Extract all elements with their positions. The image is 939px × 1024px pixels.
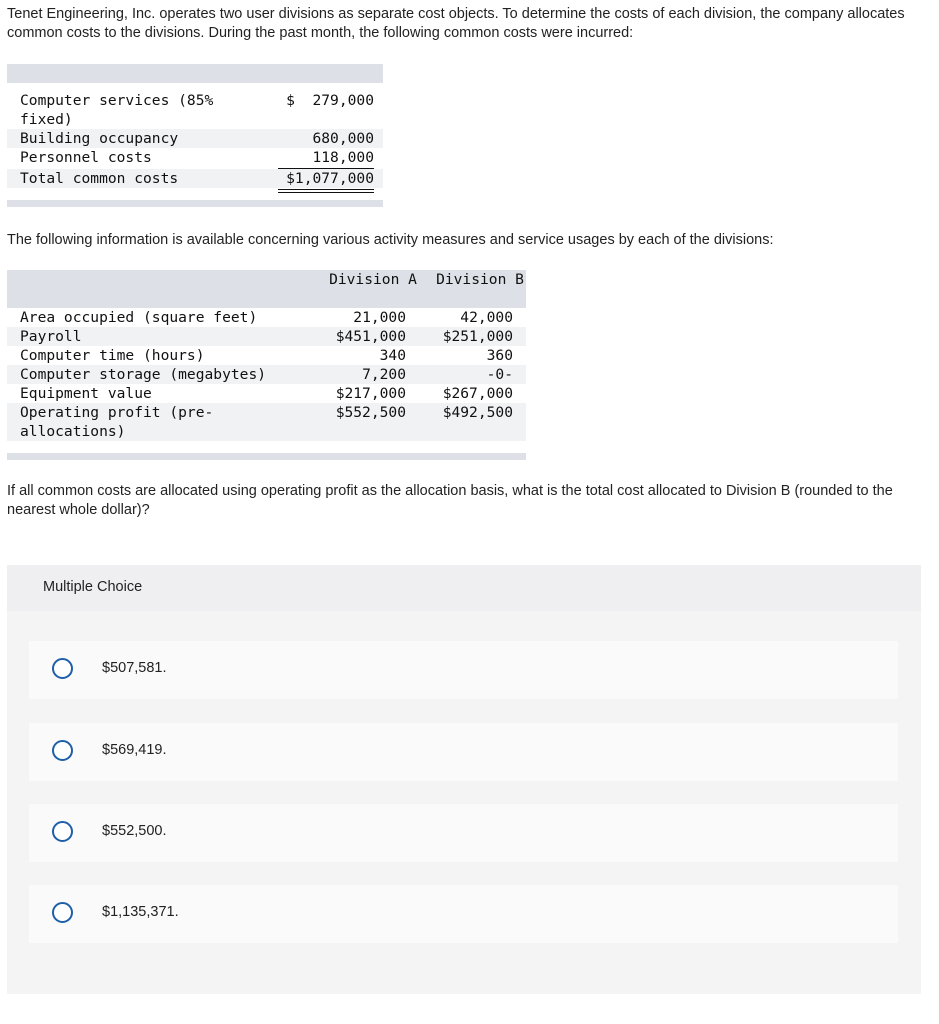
- cell-division-a: 21,000: [353, 309, 406, 326]
- choice-option-4[interactable]: [29, 885, 898, 943]
- choice-label: $569,419.: [102, 742, 167, 758]
- cell-division-a: 7,200: [362, 366, 406, 383]
- cell-division-b: -0-: [486, 366, 513, 383]
- multiple-choice-title: Multiple Choice: [43, 579, 143, 595]
- radio-button[interactable]: [52, 658, 73, 679]
- table-row: [7, 327, 526, 346]
- cell-division-b: $251,000: [442, 328, 513, 345]
- row-amount: $1,077,000: [286, 170, 374, 187]
- radio-button[interactable]: [52, 902, 73, 923]
- row-label: Area occupied (square feet): [20, 309, 258, 326]
- row-label: Payroll: [20, 328, 82, 345]
- multiple-choice-header: [7, 565, 921, 611]
- row-label: Computer storage (megabytes): [20, 366, 267, 383]
- multiple-choice-panel: [7, 565, 921, 994]
- table-row: [7, 308, 526, 327]
- table-row: [7, 129, 383, 148]
- cell-division-b: 42,000: [460, 309, 513, 326]
- total-double-underline-2: [278, 192, 374, 193]
- table-footer-bar: [7, 453, 526, 460]
- cell-division-a: 340: [379, 347, 406, 364]
- choice-option-2[interactable]: [29, 723, 898, 781]
- choice-label: $552,500.: [102, 823, 167, 839]
- table-row: [7, 91, 383, 129]
- table-footer-bar: [7, 200, 383, 207]
- table-row: [7, 346, 526, 365]
- table-header-bar: [7, 64, 383, 83]
- row-label: Personnel costs: [20, 149, 152, 166]
- header-division-a: Division A: [329, 271, 417, 288]
- intro-paragraph: Tenet Engineering, Inc. operates two user divisions as separate cost objects. To determine the costs of each division, the company allocates common costs to the divisions. During the past month, the following common costs were incurred:: [7, 6, 905, 41]
- row-amount: $ 279,000: [286, 92, 374, 109]
- question-paragraph: If all common costs are allocated using operating profit as the allocation basis, what is the total cost allocated to Division B (rounded to the nearest whole dollar)?: [7, 483, 893, 518]
- choice-label: $1,135,371.: [102, 904, 179, 920]
- header-division-b: Division B: [436, 271, 524, 288]
- radio-button[interactable]: [52, 740, 73, 761]
- table-row: [7, 365, 526, 384]
- cell-division-a: $451,000: [335, 328, 406, 345]
- choice-label: $507,581.: [102, 660, 167, 676]
- row-label: Equipment value: [20, 385, 152, 402]
- choice-option-3[interactable]: [29, 804, 898, 862]
- row-label: Computer time (hours): [20, 347, 205, 364]
- cell-division-b: $492,500: [442, 404, 513, 421]
- row-label: Total common costs: [20, 170, 179, 187]
- total-double-underline-1: [278, 189, 374, 190]
- cell-division-b: $267,000: [442, 385, 513, 402]
- radio-button[interactable]: [52, 821, 73, 842]
- cell-division-a: $552,500: [335, 404, 406, 421]
- table-row: [7, 384, 526, 403]
- common-costs-table: [7, 64, 383, 207]
- row-amount: 118,000: [312, 149, 374, 166]
- table-row: [7, 403, 526, 441]
- table-row: [7, 148, 383, 167]
- table-header: [7, 270, 526, 308]
- activity-table: [7, 270, 526, 460]
- table-row: [7, 169, 383, 188]
- row-label: Operating profit (pre-allocations): [20, 404, 214, 440]
- info-paragraph: The following information is available concerning various activity measures and service usages by each of the divisions:: [7, 232, 774, 248]
- row-amount: 680,000: [312, 130, 374, 147]
- row-label: Computer services (85% fixed): [20, 92, 223, 128]
- row-label: Building occupancy: [20, 130, 179, 147]
- choice-option-1[interactable]: [29, 641, 898, 699]
- cell-division-b: 360: [486, 347, 513, 364]
- cell-division-a: $217,000: [335, 385, 406, 402]
